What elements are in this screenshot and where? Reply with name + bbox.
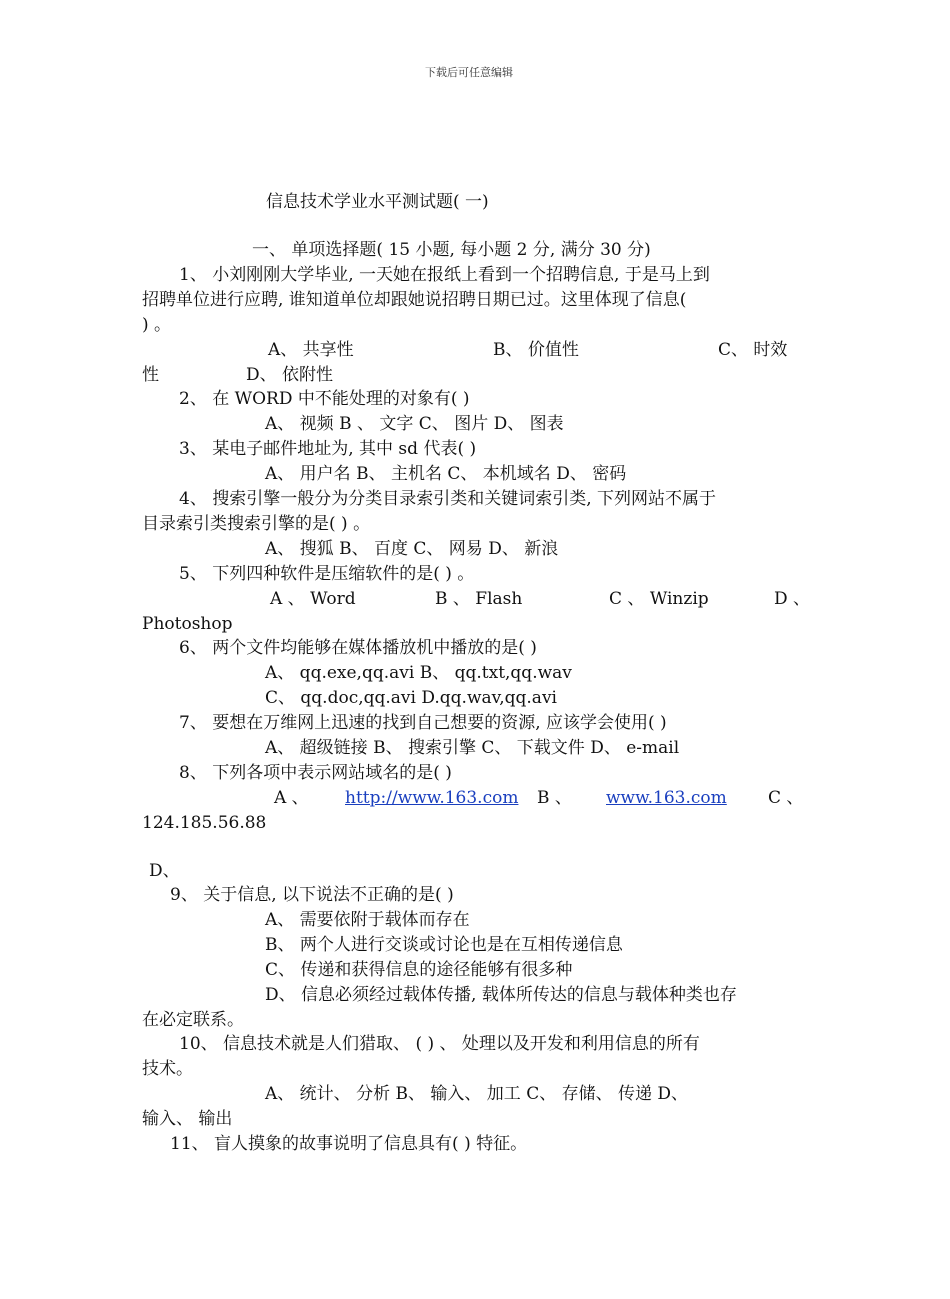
- question-9-text: 9、 关于信息, 以下说法不正确的是( ): [170, 885, 454, 905]
- question-9-option-d-cont: 在必定联系。: [142, 1010, 244, 1030]
- question-10-options-1: A、 统计、 分析 B、 输入、 加工 C、 存储、 传递 D、: [265, 1084, 689, 1104]
- question-9-option-b: B、 两个人进行交谈或讨论也是在互相传递信息: [265, 935, 623, 955]
- question-5-option-d: D 、: [774, 589, 811, 609]
- question-8-option-d: D、: [149, 861, 180, 881]
- question-6-options-1: A、 qq.exe,qq.avi B、 qq.txt,qq.wav: [265, 663, 572, 683]
- question-3-options: A、 用户名 B、 主机名 C、 本机域名 D、 密码: [265, 464, 627, 484]
- question-8-text: 8、 下列各项中表示网站域名的是( ): [179, 763, 452, 783]
- question-8-option-c-cont: 124.185.56.88: [142, 813, 267, 833]
- question-8-option-c: C 、: [768, 788, 804, 808]
- question-4-line-2: 目录索引类搜索引擎的是( ) 。: [142, 514, 371, 534]
- question-8-option-a-label: A 、: [274, 788, 309, 808]
- question-9-option-a: A、 需要依附于载体而存在: [265, 910, 470, 930]
- question-8-option-a-link[interactable]: http://www.163.com: [345, 788, 519, 808]
- question-1-line-1: 1、 小刘刚刚大学毕业, 一天她在报纸上看到一个招聘信息, 于是马上到: [179, 265, 710, 285]
- section-heading: 一、 单项选择题( 15 小题, 每小题 2 分, 满分 30 分): [252, 240, 651, 260]
- question-7-text: 7、 要想在万维网上迅速的找到自己想要的资源, 应该学会使用( ): [179, 713, 667, 733]
- question-1-line-2: 招聘单位进行应聘, 谁知道单位却跟她说招聘日期已过。这里体现了信息(: [142, 290, 687, 310]
- document-title: 信息技术学业水平测试题( 一): [266, 192, 489, 212]
- question-5-option-c: C 、 Winzip: [609, 589, 709, 609]
- question-10-line-1: 10、 信息技术就是人们猎取、 ( ) 、 处理以及开发和利用信息的所有: [179, 1034, 700, 1054]
- question-5-option-d-cont: Photoshop: [142, 614, 233, 634]
- question-2-text: 2、 在 WORD 中不能处理的对象有( ): [179, 389, 470, 409]
- question-1-option-d: D、 依附性: [246, 365, 334, 385]
- question-6-options-2: C、 qq.doc,qq.avi D.qq.wav,qq.avi: [265, 688, 557, 708]
- question-11-text: 11、 盲人摸象的故事说明了信息具有( ) 特征。: [170, 1134, 528, 1154]
- question-4-line-1: 4、 搜索引擎一般分为分类目录索引类和关键词索引类, 下列网站不属于: [179, 489, 717, 509]
- question-1-option-c-cont: 性: [142, 365, 159, 385]
- question-2-options: A、 视频 B 、 文字 C、 图片 D、 图表: [265, 414, 564, 434]
- question-9-option-c: C、 传递和获得信息的途径能够有很多种: [265, 960, 573, 980]
- question-5-option-a: A 、 Word: [270, 589, 356, 609]
- question-6-text: 6、 两个文件均能够在媒体播放机中播放的是( ): [179, 638, 537, 658]
- question-1-line-3: ) 。: [142, 315, 172, 335]
- question-10-line-2: 技术。: [142, 1059, 193, 1079]
- question-8-option-b-label: B 、: [537, 788, 572, 808]
- question-10-options-2: 输入、 输出: [142, 1109, 233, 1129]
- page-header: 下载后可任意编辑: [425, 66, 513, 79]
- question-1-option-a: A、 共享性: [268, 340, 354, 360]
- question-8-option-b-link[interactable]: www.163.com: [606, 788, 727, 808]
- question-5-text: 5、 下列四种软件是压缩软件的是( ) 。: [179, 564, 475, 584]
- question-1-option-c: C、 时效: [718, 340, 788, 360]
- question-7-options: A、 超级链接 B、 搜索引擎 C、 下载文件 D、 e-mail: [265, 738, 680, 758]
- question-3-text: 3、 某电子邮件地址为, 其中 sd 代表( ): [179, 439, 477, 459]
- question-1-option-b: B、 价值性: [493, 340, 579, 360]
- question-9-option-d: D、 信息必须经过载体传播, 载体所传达的信息与载体种类也存: [265, 985, 737, 1005]
- question-4-options: A、 搜狐 B、 百度 C、 网易 D、 新浪: [265, 539, 559, 559]
- question-5-option-b: B 、 Flash: [435, 589, 523, 609]
